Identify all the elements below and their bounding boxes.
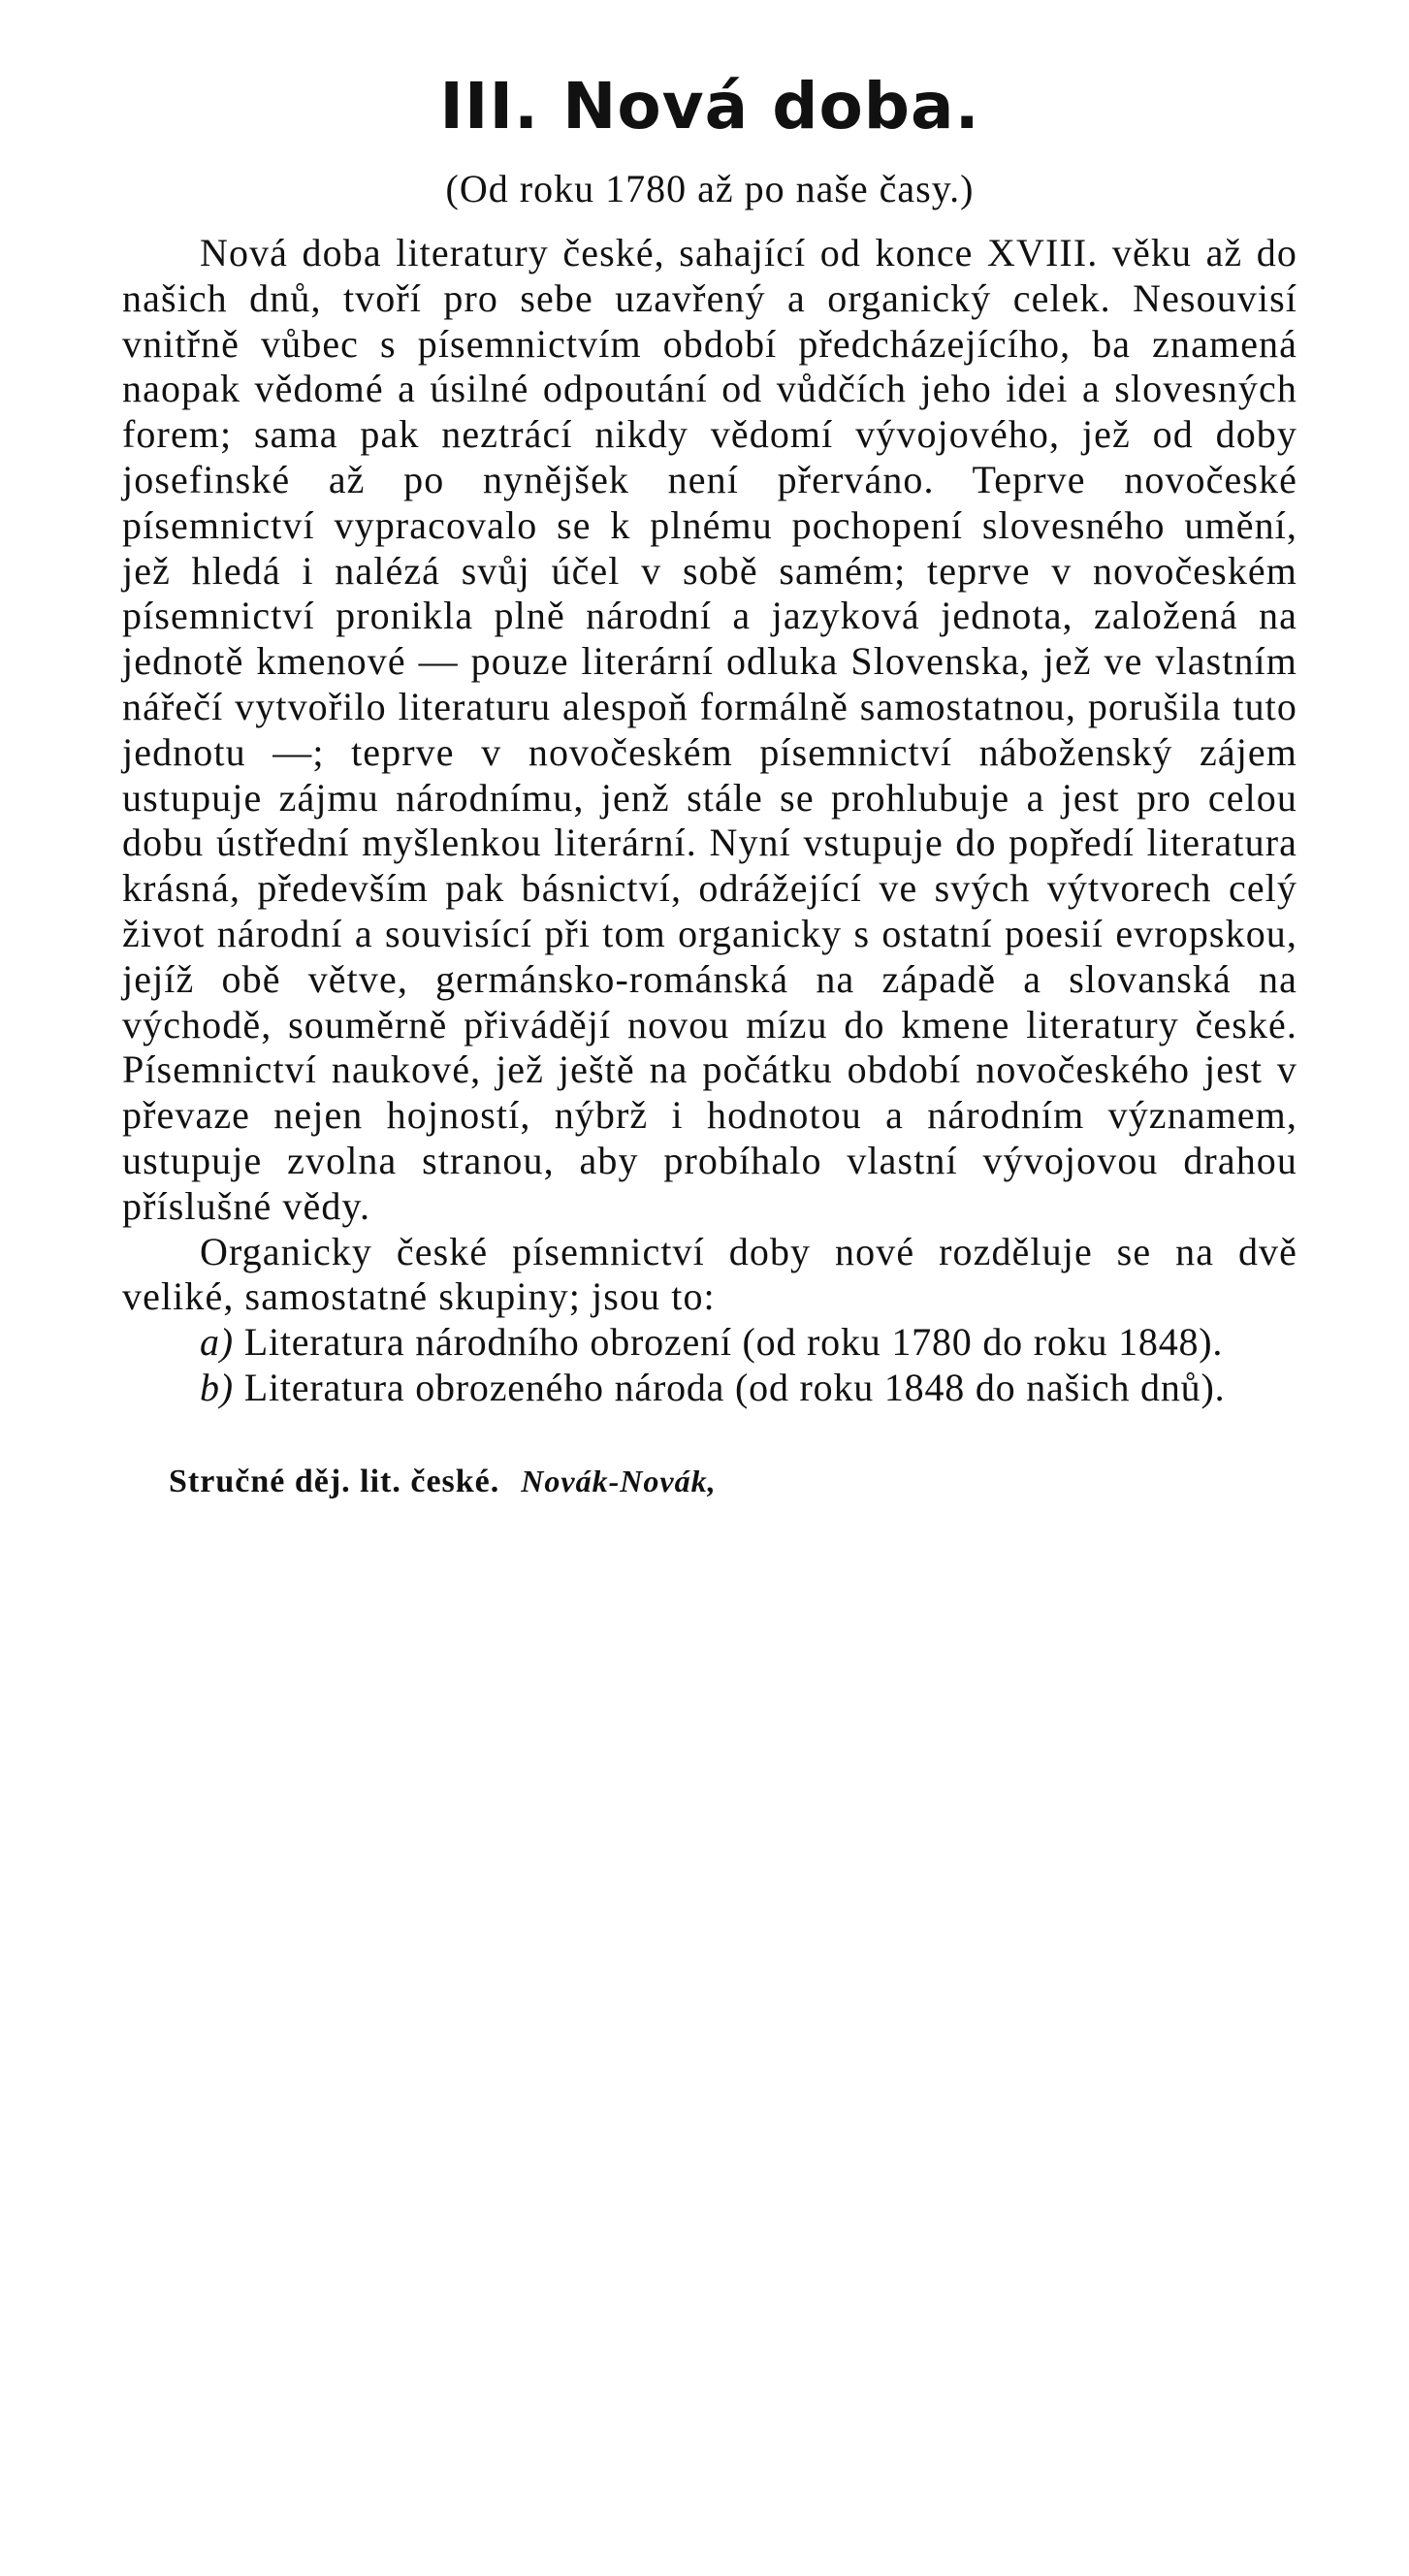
paragraph-intro: Nová doba literatury české, sahající od konce XVIII. věku až do našich dnů, tvoří pro sebe uzavřený a organický celek. Nesouvisí vnitřně vůbec s písemnictvím období předcházejícího, ba znamená naopak vědomé a úsilné odpoutání od vůdčích jeho idei a slovesných forem; sama pak neztrácí nikdy vědomí vývojového, jež od doby josefinské až po nynějšek není přerváno. Teprve novočeské písemnictví vypracovalo se k plnému pochopení slovesného umění, jež hledá i nalézá svůj účel v sobě samém; teprve v novočeském písemnictví pronikla plně národní a jazyková jednota, založená na jednotě kmenové — pouze literární odluka Slovenska, jež ve vlastním nářečí vytvořilo literaturu alespoň formálně samostatnou, porušila tuto jednotu —; teprve v novočeském písemnictví náboženský zájem ustupuje zájmu národnímu, jenž stále se prohlubuje a jest pro celou dobu ústřední myšlenkou literární. Nyní vstupuje do popředí literatura krásná, především pak básnictví, odrážející ve svých výtvorech celý život národní a souvisící při tom organicky s ostatní poesií evropskou, jejíž obě větve, germánsko-románská na západě a slovanská na východě, souměrně přivádějí novou mízu do kmene literatury české. Písemnictví naukové, jež ještě na počátku období novočeského jest v převaze nejen hojností, nýbrž i hodnotou a národním významem, ustupuje zvolna stranou, aby probíhalo vlastní vývojovou drahou příslušné vědy. <box>122 231 1297 1228</box>
footer-author: Novák-Novák, <box>521 1463 717 1498</box>
division-marker-a: a) <box>200 1320 234 1365</box>
division-item-a <box>122 1320 1297 1366</box>
division-marker-b: b) <box>200 1365 234 1409</box>
chapter-title: III. Nová doba. <box>439 69 980 144</box>
body-text <box>122 231 1297 1411</box>
paragraph-division: Organicky české písemnictví doby nové rozděluje se na dvě veliké, samostatné skupiny; jsou to: <box>122 1229 1297 1319</box>
division-text-a: Literatura národního obrození (od roku 1780 do roku 1848). <box>243 1320 1224 1365</box>
page-footer <box>122 1464 1297 1500</box>
division-item-b <box>122 1366 1297 1411</box>
chapter-subtitle: (Od roku 1780 až po naše časy.) <box>445 167 975 210</box>
footer-book-title: Stručné děj. lit. české. <box>169 1463 500 1499</box>
book-page <box>122 58 1297 1500</box>
division-text-b: Literatura obrozeného národa (od roku 1848 do našich dnů). <box>243 1365 1226 1409</box>
